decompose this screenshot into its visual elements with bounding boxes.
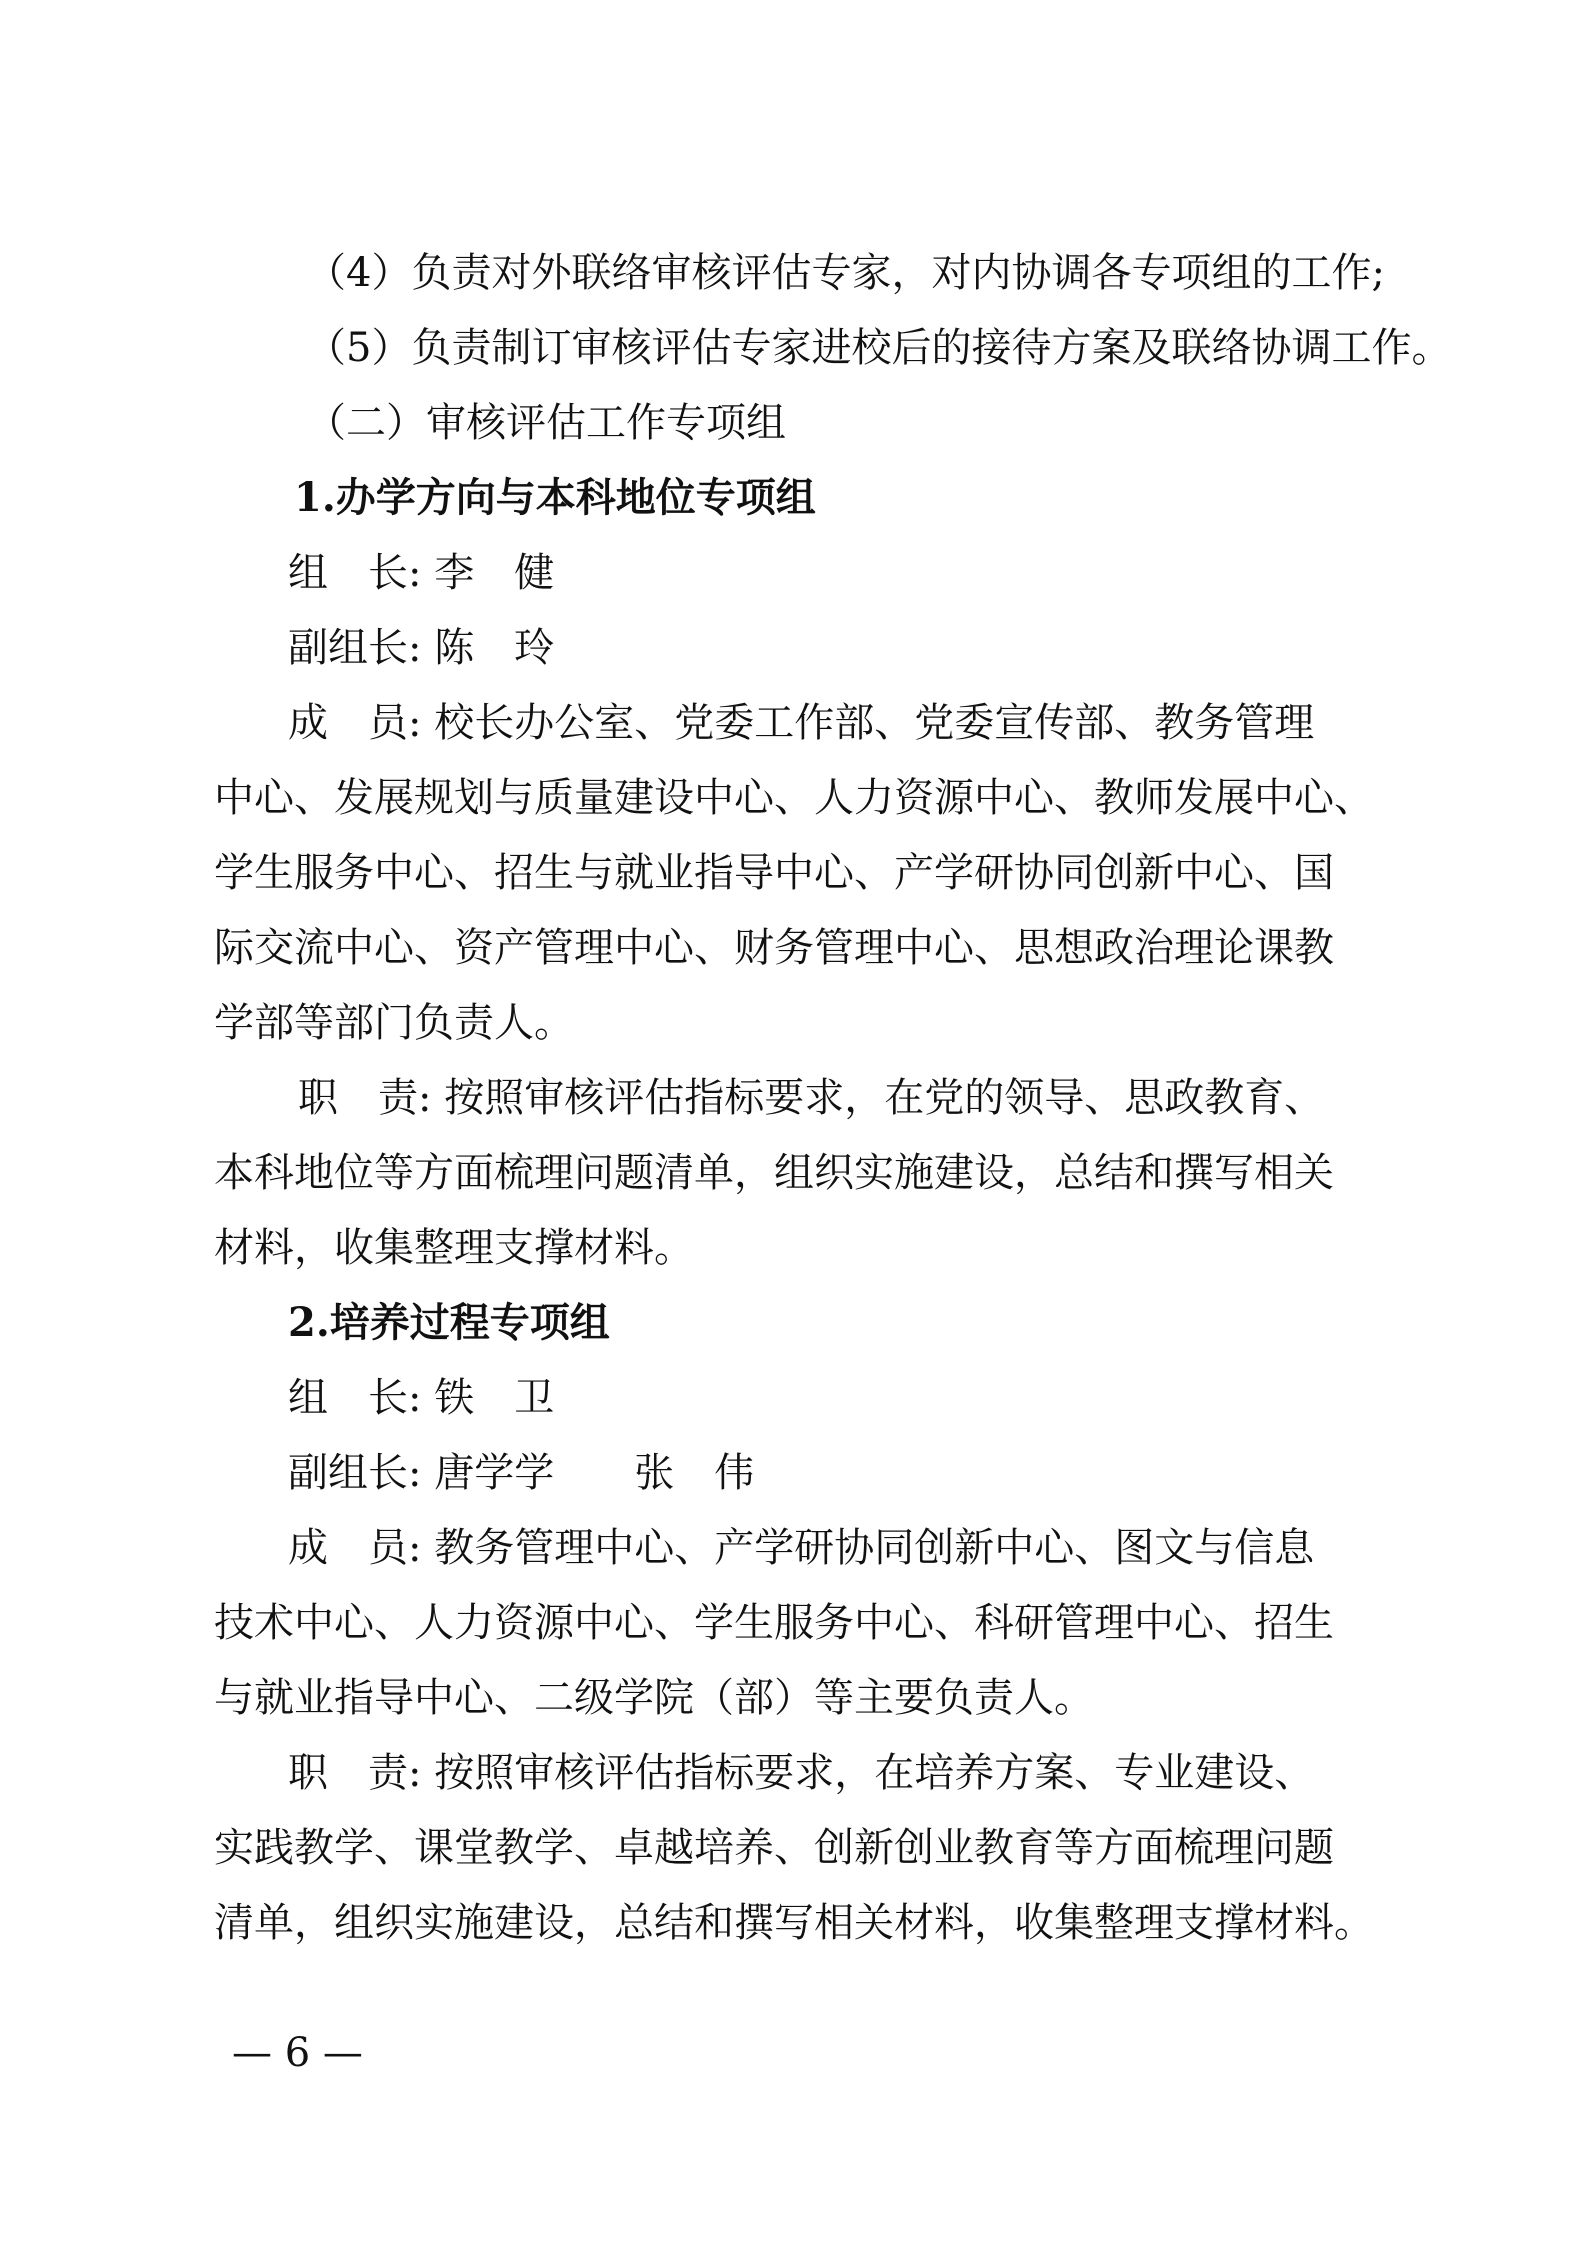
group-1-duties-line-3: 材料，收集整理支撑材料。: [214, 1225, 694, 1271]
group-2-duties-line-1: 职 责: 按照审核评估指标要求，在培养方案、专业建设、: [288, 1750, 1315, 1796]
group-1-members-line-5: 学部等部门负责人。: [214, 1000, 574, 1046]
page-number: — 6 —: [232, 2030, 363, 2076]
group-2-members-line-1: 成 员: 教务管理中心、产学研协同创新中心、图文与信息: [288, 1525, 1315, 1571]
group-1-members-line-3: 学生服务中心、招生与就业指导中心、产学研协同创新中心、国: [214, 850, 1334, 896]
group-2-deputy-leader: 副组长: 唐学学 张 伟: [288, 1450, 755, 1496]
group-1-duties-line-2: 本科地位等方面梳理问题清单，组织实施建设，总结和撰写相关: [214, 1150, 1334, 1196]
group-2-members-line-2: 技术中心、人力资源中心、学生服务中心、科研管理中心、招生: [214, 1600, 1334, 1646]
group-1-members-line-2: 中心、发展规划与质量建设中心、人力资源中心、教师发展中心、: [214, 775, 1374, 821]
duty-item-5: （5）负责制订审核评估专家进校后的接待方案及联络协调工作。: [306, 325, 1452, 371]
group-1-members-line-1: 成 员: 校长办公室、党委工作部、党委宣传部、教务管理: [288, 700, 1315, 746]
group-1-members-line-4: 际交流中心、资产管理中心、财务管理中心、思想政治理论课教: [214, 925, 1334, 971]
group-1-heading: 1.办学方向与本科地位专项组: [294, 474, 816, 521]
section-heading-special-groups: （二）审核评估工作专项组: [306, 400, 786, 446]
group-2-members-line-3: 与就业指导中心、二级学院（部）等主要负责人。: [214, 1675, 1094, 1721]
group-1-leader: 组 长: 李 健: [288, 550, 555, 596]
group-2-duties-line-3: 清单，组织实施建设，总结和撰写相关材料，收集整理支撑材料。: [214, 1900, 1374, 1946]
group-2-leader: 组 长: 铁 卫: [288, 1375, 555, 1421]
group-2-heading: 2.培养过程专项组: [288, 1299, 610, 1346]
group-1-duties-line-1: 职 责: 按照审核评估指标要求，在党的领导、思政教育、: [298, 1075, 1325, 1121]
group-1-deputy-leader: 副组长: 陈 玲: [288, 625, 555, 671]
group-2-duties-line-2: 实践教学、课堂教学、卓越培养、创新创业教育等方面梳理问题: [214, 1825, 1334, 1871]
duty-item-4: （4）负责对外联络审核评估专家，对内协调各专项组的工作;: [306, 250, 1385, 296]
